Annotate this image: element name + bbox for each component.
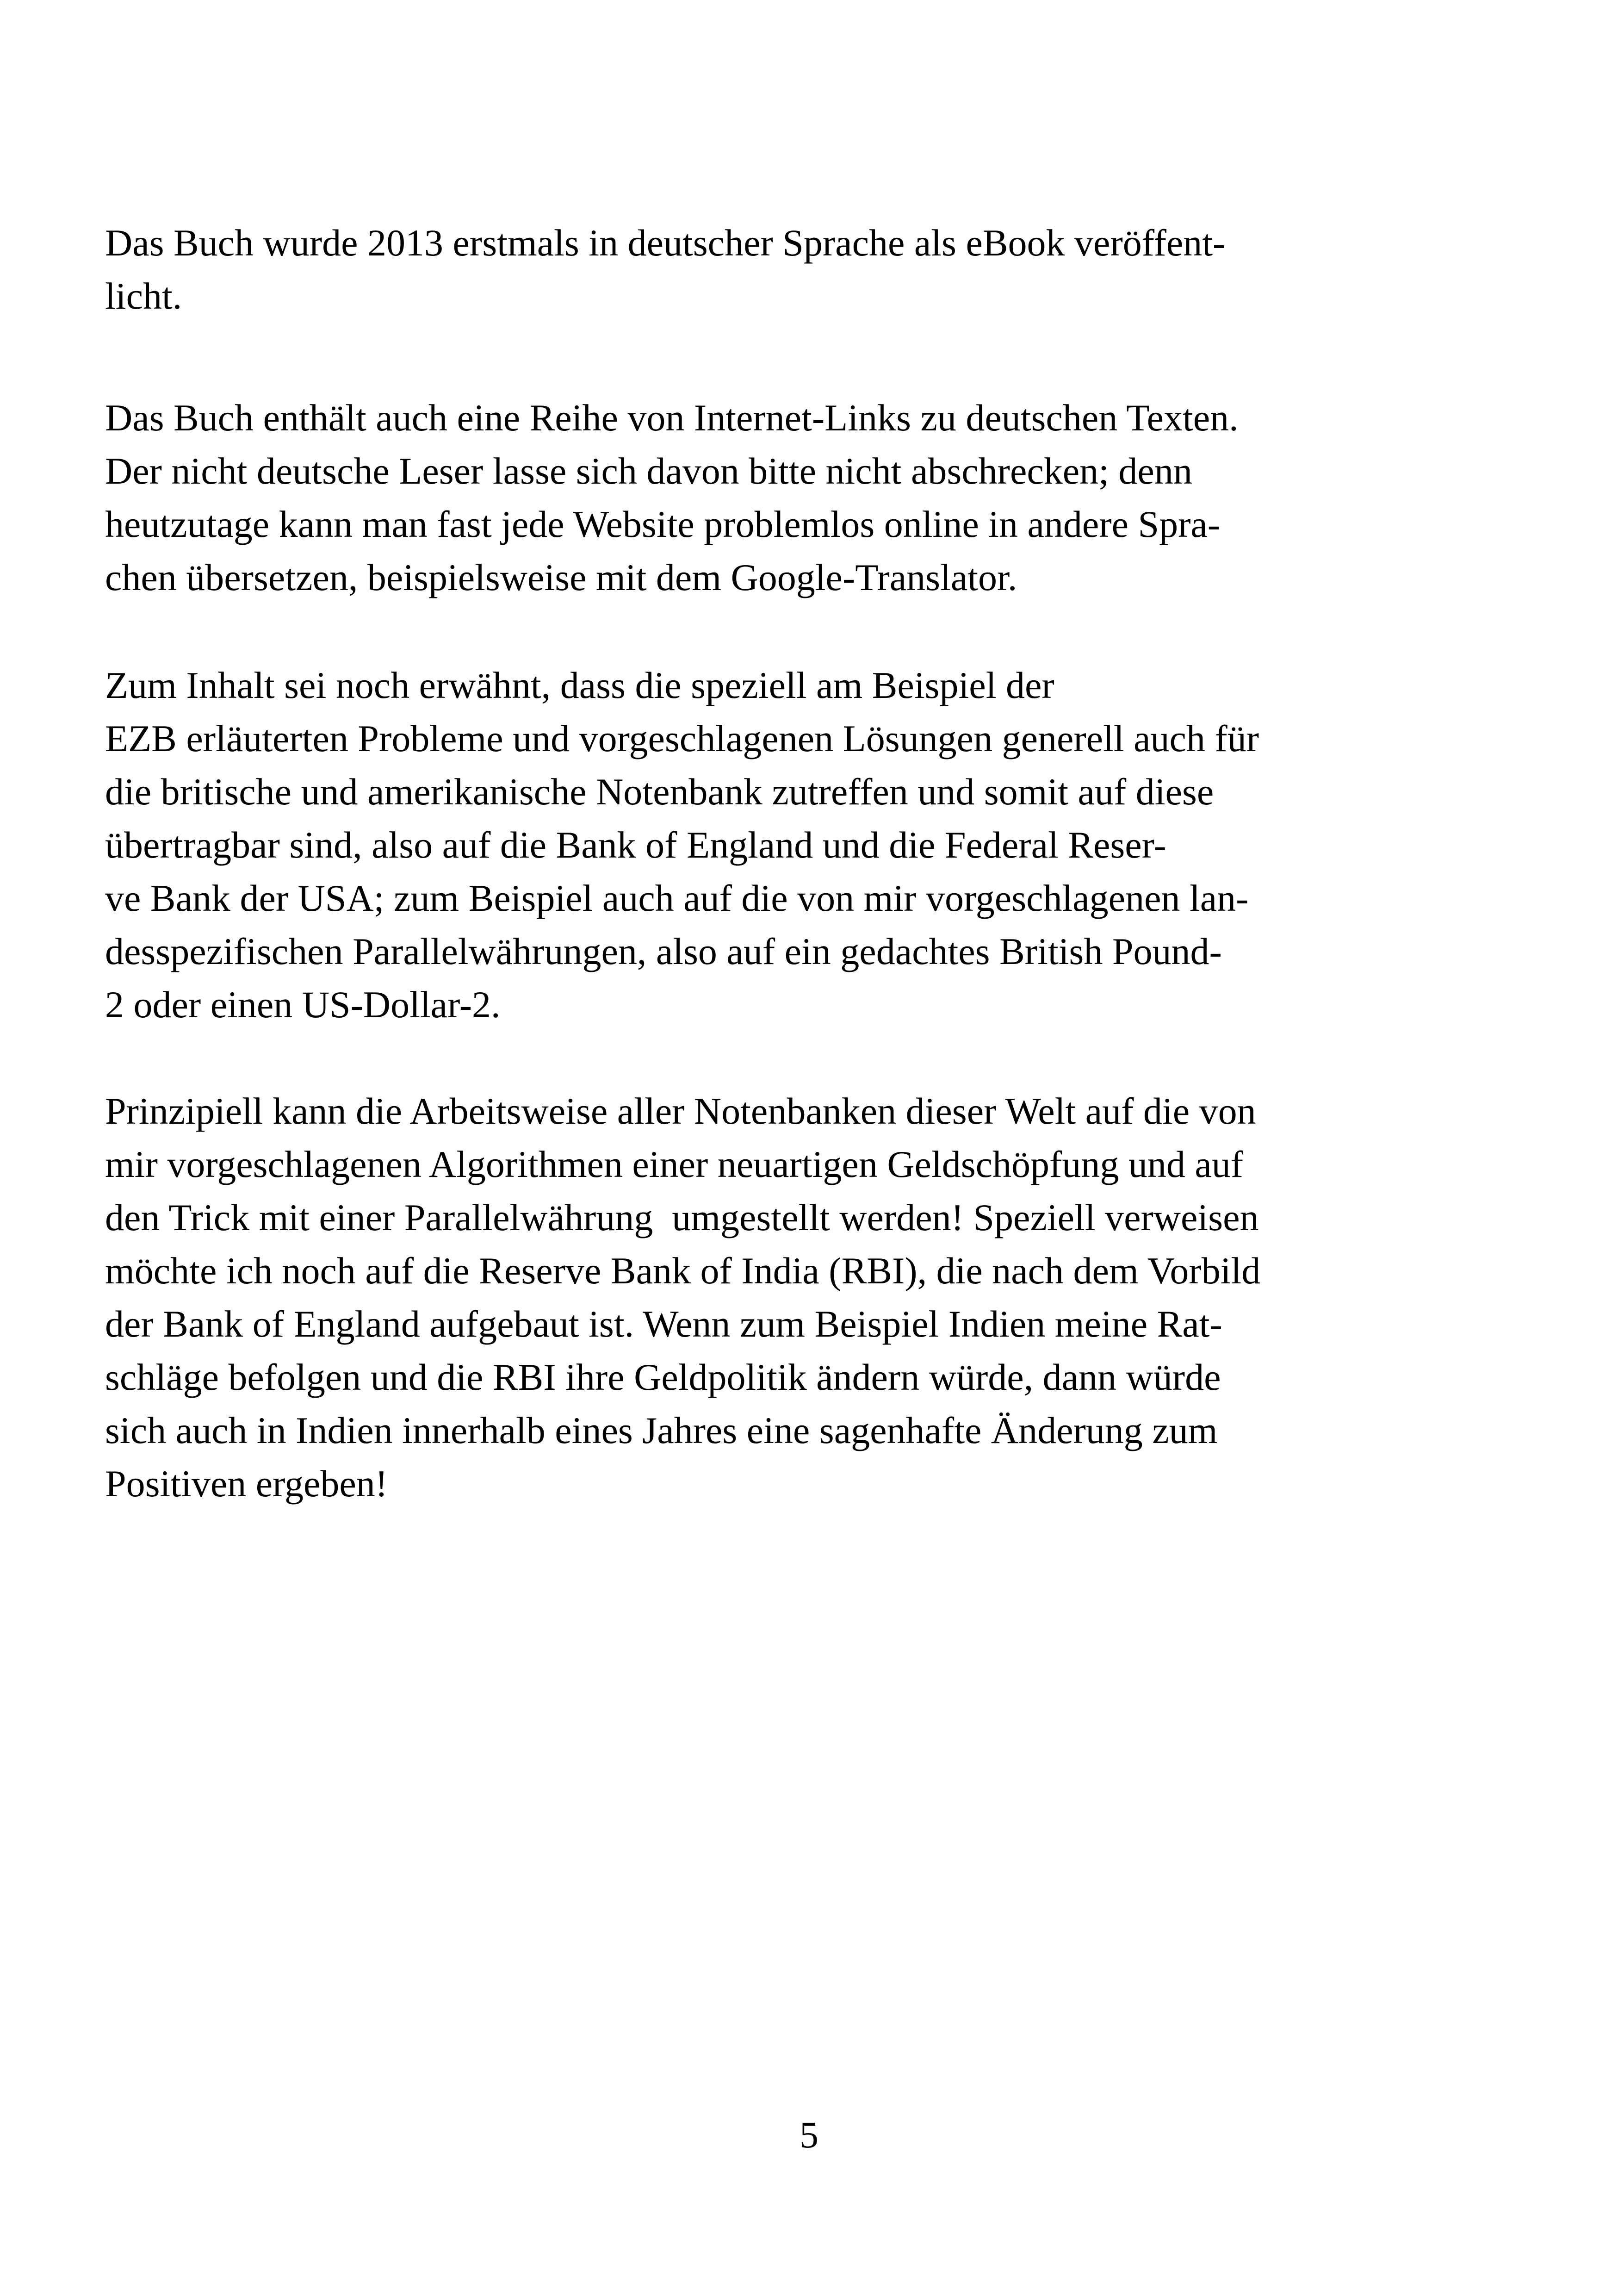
text-line: möchte ich noch auf die Reserve Bank of India (RBI), die nach dem Vorbild bbox=[105, 1250, 1261, 1292]
text-line: mir vorgeschlagenen Algorithmen einer neuartigen Geldschöpfung und auf bbox=[105, 1143, 1244, 1185]
text-line: 2 oder einen US-Dollar-2. bbox=[105, 983, 501, 1026]
text-line: Das Buch enthält auch eine Reihe von Internet-Links zu deutschen Texten. bbox=[105, 397, 1239, 439]
paragraph-internet-links bbox=[105, 391, 1239, 604]
paragraph-content-note bbox=[105, 659, 1259, 1031]
paragraph-publication-note bbox=[105, 216, 1225, 323]
text-line: Positiven ergeben! bbox=[105, 1462, 388, 1505]
text-line: EZB erläuterten Probleme und vorgeschlagenen Lösungen generell auch für bbox=[105, 717, 1259, 759]
text-line: Prinzipiell kann die Arbeitsweise aller Notenbanken dieser Welt auf die von bbox=[105, 1090, 1256, 1132]
paragraph-central-banks bbox=[105, 1084, 1260, 1510]
text-line: chen übersetzen, beispielsweise mit dem Google-Translator. bbox=[105, 556, 1017, 598]
text-line: desspezifischen Parallelwährungen, also auf ein gedachtes British Pound- bbox=[105, 930, 1222, 972]
text-line: übertragbar sind, also auf die Bank of England und die Federal Reser- bbox=[105, 824, 1166, 866]
text-line: licht. bbox=[105, 275, 182, 317]
text-line: schläge befolgen und die RBI ihre Geldpolitik ändern würde, dann würde bbox=[105, 1356, 1221, 1398]
text-line: Zum Inhalt sei noch erwähnt, dass die speziell am Beispiel der bbox=[105, 664, 1054, 706]
text-line: den Trick mit einer Parallelwährung umgestellt werden! Speziell verweisen bbox=[105, 1196, 1259, 1238]
text-line: heutzutage kann man fast jede Website problemlos online in andere Spra- bbox=[105, 503, 1221, 545]
text-line: der Bank of England aufgebaut ist. Wenn zum Beispiel Indien meine Rat- bbox=[105, 1303, 1222, 1345]
text-line: die britische und amerikanische Notenbank zutreffen und somit auf diese bbox=[105, 771, 1214, 813]
text-line: Der nicht deutsche Leser lasse sich davon bitte nicht abschrecken; denn bbox=[105, 450, 1192, 492]
text-line: sich auch in Indien innerhalb eines Jahres eine sagenhafte Änderung zum bbox=[105, 1409, 1218, 1451]
text-line: ve Bank der USA; zum Beispiel auch auf die von mir vorgeschlagenen lan- bbox=[105, 877, 1249, 919]
text-line: Das Buch wurde 2013 erstmals in deutscher Sprache als eBook veröffent- bbox=[105, 222, 1226, 264]
page-number: 5 bbox=[800, 2114, 818, 2156]
